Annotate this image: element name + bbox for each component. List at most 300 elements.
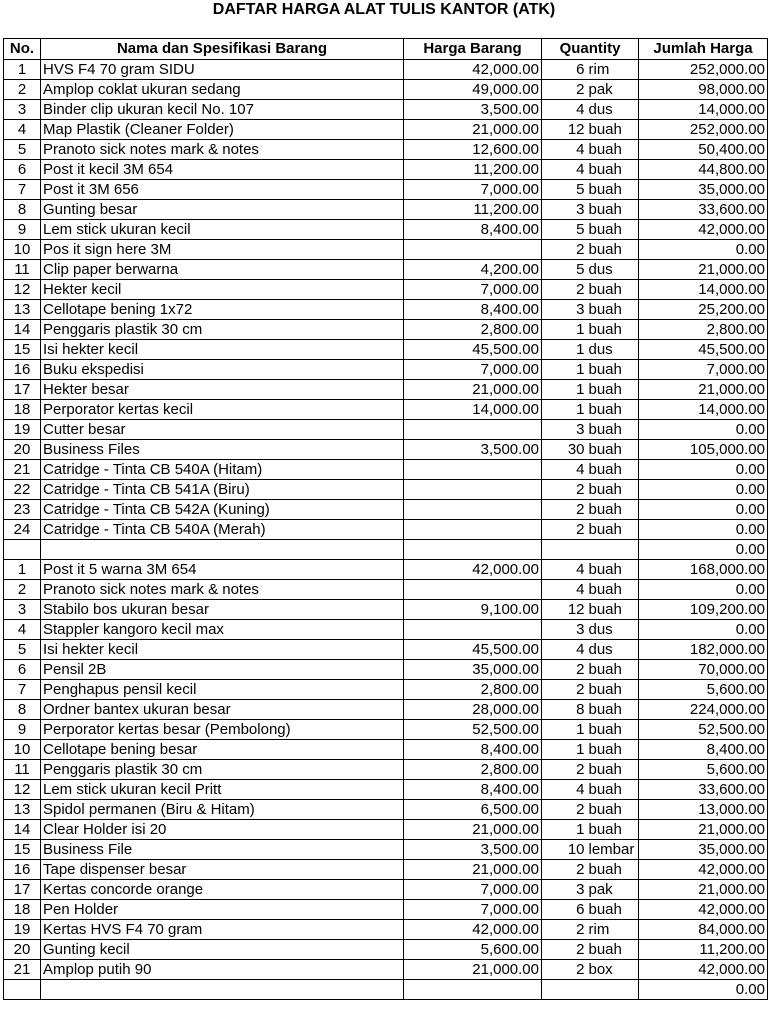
cell-no xyxy=(4,540,41,560)
table-row xyxy=(4,640,768,660)
table-row xyxy=(4,780,768,800)
cell-qty: 4 xyxy=(542,580,587,600)
cell-price: 8,400.00 xyxy=(404,300,542,320)
cell-qty: 2 xyxy=(542,80,587,100)
cell-total: 182,000.00 xyxy=(639,640,768,660)
cell-unit: buah xyxy=(587,360,639,380)
table-row xyxy=(4,460,768,480)
cell-total: 42,000.00 xyxy=(639,900,768,920)
cell-unit: buah xyxy=(587,680,639,700)
cell-no: 15 xyxy=(4,340,41,360)
table-row xyxy=(4,440,768,460)
cell-unit: buah xyxy=(587,560,639,580)
cell-no: 18 xyxy=(4,900,41,920)
cell-no: 10 xyxy=(4,240,41,260)
cell-total: 33,600.00 xyxy=(639,780,768,800)
cell-name: Kertas concorde orange xyxy=(41,880,404,900)
cell-no: 11 xyxy=(4,260,41,280)
cell-price: 11,200.00 xyxy=(404,160,542,180)
cell-qty: 2 xyxy=(542,940,587,960)
cell-price: 42,000.00 xyxy=(404,920,542,940)
cell-unit: buah xyxy=(587,220,639,240)
cell-price: 45,500.00 xyxy=(404,640,542,660)
table-row xyxy=(4,300,768,320)
cell-no: 1 xyxy=(4,560,41,580)
cell-total: 5,600.00 xyxy=(639,760,768,780)
cell-unit xyxy=(587,980,639,1000)
cell-price xyxy=(404,460,542,480)
cell-unit: rim xyxy=(587,920,639,940)
cell-total: 7,000.00 xyxy=(639,360,768,380)
cell-qty: 3 xyxy=(542,880,587,900)
cell-qty: 2 xyxy=(542,800,587,820)
cell-total: 0.00 xyxy=(639,580,768,600)
cell-qty: 4 xyxy=(542,140,587,160)
cell-unit: buah xyxy=(587,720,639,740)
cell-total: 8,400.00 xyxy=(639,740,768,760)
cell-unit: dus xyxy=(587,640,639,660)
cell-name: Clip paper berwarna xyxy=(41,260,404,280)
cell-name: Tape dispenser besar xyxy=(41,860,404,880)
cell-total: 45,500.00 xyxy=(639,340,768,360)
cell-price: 7,000.00 xyxy=(404,900,542,920)
cell-no: 3 xyxy=(4,100,41,120)
table-row xyxy=(4,800,768,820)
table-row xyxy=(4,620,768,640)
cell-name: Hekter besar xyxy=(41,380,404,400)
cell-unit: buah xyxy=(587,240,639,260)
cell-name: Map Plastik (Cleaner Folder) xyxy=(41,120,404,140)
cell-qty: 2 xyxy=(542,500,587,520)
cell-name: Pranoto sick notes mark & notes xyxy=(41,140,404,160)
cell-no: 21 xyxy=(4,460,41,480)
table-row xyxy=(4,480,768,500)
table-row xyxy=(4,680,768,700)
cell-no: 7 xyxy=(4,180,41,200)
cell-no: 6 xyxy=(4,660,41,680)
cell-price: 2,800.00 xyxy=(404,320,542,340)
cell-name: Binder clip ukuran kecil No. 107 xyxy=(41,100,404,120)
cell-qty: 3 xyxy=(542,200,587,220)
cell-no: 19 xyxy=(4,920,41,940)
cell-name: Pranoto sick notes mark & notes xyxy=(41,580,404,600)
table-row xyxy=(4,420,768,440)
cell-name: Lem stick ukuran kecil xyxy=(41,220,404,240)
table-row xyxy=(4,720,768,740)
cell-unit: buah xyxy=(587,180,639,200)
table-row xyxy=(4,340,768,360)
cell-unit xyxy=(587,540,639,560)
cell-name: Amplop putih 90 xyxy=(41,960,404,980)
table-row xyxy=(4,560,768,580)
cell-total: 42,000.00 xyxy=(639,220,768,240)
cell-price: 2,800.00 xyxy=(404,680,542,700)
header-row xyxy=(4,39,768,60)
cell-total: 13,000.00 xyxy=(639,800,768,820)
cell-name: Post it 3M 656 xyxy=(41,180,404,200)
table-row xyxy=(4,260,768,280)
cell-qty: 4 xyxy=(542,160,587,180)
cell-qty: 1 xyxy=(542,820,587,840)
cell-name: Ordner bantex ukuran besar xyxy=(41,700,404,720)
cell-qty: 1 xyxy=(542,720,587,740)
cell-qty: 2 xyxy=(542,760,587,780)
table-row xyxy=(4,820,768,840)
cell-no: 18 xyxy=(4,400,41,420)
cell-no: 4 xyxy=(4,620,41,640)
table-row xyxy=(4,960,768,980)
table-row xyxy=(4,120,768,140)
cell-qty: 4 xyxy=(542,560,587,580)
table-row xyxy=(4,180,768,200)
cell-unit: buah xyxy=(587,200,639,220)
cell-qty: 30 xyxy=(542,440,587,460)
cell-qty: 1 xyxy=(542,380,587,400)
cell-no: 16 xyxy=(4,360,41,380)
cell-qty: 2 xyxy=(542,240,587,260)
cell-price: 3,500.00 xyxy=(404,840,542,860)
cell-total: 0.00 xyxy=(639,540,768,560)
cell-no: 16 xyxy=(4,860,41,880)
cell-no: 20 xyxy=(4,940,41,960)
cell-qty: 2 xyxy=(542,920,587,940)
table-row xyxy=(4,520,768,540)
cell-price: 28,000.00 xyxy=(404,700,542,720)
cell-unit: buah xyxy=(587,120,639,140)
cell-qty: 1 xyxy=(542,740,587,760)
table-row xyxy=(4,360,768,380)
cell-no: 13 xyxy=(4,300,41,320)
table-row xyxy=(4,200,768,220)
cell-no: 23 xyxy=(4,500,41,520)
cell-price: 7,000.00 xyxy=(404,360,542,380)
table-row xyxy=(4,140,768,160)
cell-qty: 2 xyxy=(542,480,587,500)
cell-qty xyxy=(542,980,587,1000)
table-row xyxy=(4,60,768,80)
cell-qty xyxy=(542,540,587,560)
cell-price: 49,000.00 xyxy=(404,80,542,100)
cell-unit: buah xyxy=(587,460,639,480)
cell-price: 35,000.00 xyxy=(404,660,542,680)
cell-total: 224,000.00 xyxy=(639,700,768,720)
cell-no: 1 xyxy=(4,60,41,80)
cell-unit: dus xyxy=(587,620,639,640)
cell-name: Pen Holder xyxy=(41,900,404,920)
cell-name: Spidol permanen (Biru & Hitam) xyxy=(41,800,404,820)
cell-name: Catridge - Tinta CB 542A (Kuning) xyxy=(41,500,404,520)
cell-no: 14 xyxy=(4,320,41,340)
cell-unit: rim xyxy=(587,60,639,80)
cell-qty: 4 xyxy=(542,460,587,480)
cell-total: 25,200.00 xyxy=(639,300,768,320)
cell-no: 24 xyxy=(4,520,41,540)
cell-price: 45,500.00 xyxy=(404,340,542,360)
cell-total: 98,000.00 xyxy=(639,80,768,100)
cell-no: 21 xyxy=(4,960,41,980)
price-list-table xyxy=(3,38,768,1000)
table-row xyxy=(4,580,768,600)
cell-no: 22 xyxy=(4,480,41,500)
cell-qty: 12 xyxy=(542,120,587,140)
cell-qty: 1 xyxy=(542,340,587,360)
cell-price xyxy=(404,480,542,500)
cell-qty: 1 xyxy=(542,320,587,340)
cell-unit: buah xyxy=(587,420,639,440)
cell-name xyxy=(41,980,404,1000)
cell-total: 84,000.00 xyxy=(639,920,768,940)
cell-name: Penggaris plastik 30 cm xyxy=(41,320,404,340)
cell-price xyxy=(404,980,542,1000)
cell-price: 21,000.00 xyxy=(404,380,542,400)
cell-total: 252,000.00 xyxy=(639,60,768,80)
cell-price: 7,000.00 xyxy=(404,280,542,300)
header-price: Harga Barang xyxy=(404,39,542,60)
cell-total: 14,000.00 xyxy=(639,280,768,300)
table-row xyxy=(4,280,768,300)
cell-price: 8,400.00 xyxy=(404,220,542,240)
cell-price: 21,000.00 xyxy=(404,120,542,140)
cell-price xyxy=(404,540,542,560)
cell-unit: box xyxy=(587,960,639,980)
cell-total: 35,000.00 xyxy=(639,840,768,860)
cell-name: Gunting kecil xyxy=(41,940,404,960)
cell-no: 13 xyxy=(4,800,41,820)
cell-price: 3,500.00 xyxy=(404,440,542,460)
cell-no: 8 xyxy=(4,700,41,720)
cell-no: 5 xyxy=(4,640,41,660)
table-row xyxy=(4,660,768,680)
cell-name: Catridge - Tinta CB 540A (Hitam) xyxy=(41,460,404,480)
cell-total: 105,000.00 xyxy=(639,440,768,460)
cell-unit: buah xyxy=(587,520,639,540)
cell-name: Post it kecil 3M 654 xyxy=(41,160,404,180)
cell-name: Perporator kertas kecil xyxy=(41,400,404,420)
cell-qty: 10 xyxy=(542,840,587,860)
cell-no: 4 xyxy=(4,120,41,140)
cell-unit: buah xyxy=(587,580,639,600)
cell-price xyxy=(404,620,542,640)
cell-unit: buah xyxy=(587,860,639,880)
cell-no: 5 xyxy=(4,140,41,160)
cell-unit: buah xyxy=(587,280,639,300)
cell-qty: 5 xyxy=(542,260,587,280)
cell-no: 14 xyxy=(4,820,41,840)
cell-price: 4,200.00 xyxy=(404,260,542,280)
cell-no: 2 xyxy=(4,80,41,100)
cell-price xyxy=(404,580,542,600)
cell-unit: buah xyxy=(587,160,639,180)
cell-price xyxy=(404,420,542,440)
cell-total: 109,200.00 xyxy=(639,600,768,620)
cell-no: 6 xyxy=(4,160,41,180)
cell-name: Catridge - Tinta CB 541A (Biru) xyxy=(41,480,404,500)
cell-qty: 2 xyxy=(542,660,587,680)
cell-unit: buah xyxy=(587,940,639,960)
cell-no: 12 xyxy=(4,780,41,800)
cell-name: Lem stick ukuran kecil Pritt xyxy=(41,780,404,800)
cell-total: 0.00 xyxy=(639,480,768,500)
cell-name: Business Files xyxy=(41,440,404,460)
cell-name: Hekter kecil xyxy=(41,280,404,300)
cell-no: 20 xyxy=(4,440,41,460)
table-row xyxy=(4,740,768,760)
cell-name: Gunting besar xyxy=(41,200,404,220)
cell-total: 33,600.00 xyxy=(639,200,768,220)
cell-qty: 6 xyxy=(542,900,587,920)
cell-no: 9 xyxy=(4,220,41,240)
table-row xyxy=(4,400,768,420)
cell-price: 52,500.00 xyxy=(404,720,542,740)
cell-no: 3 xyxy=(4,600,41,620)
cell-qty: 12 xyxy=(542,600,587,620)
cell-qty: 5 xyxy=(542,180,587,200)
table-row xyxy=(4,980,768,1000)
cell-total: 14,000.00 xyxy=(639,100,768,120)
table-row xyxy=(4,940,768,960)
cell-qty: 3 xyxy=(542,420,587,440)
cell-price: 5,600.00 xyxy=(404,940,542,960)
cell-unit: dus xyxy=(587,340,639,360)
cell-qty: 3 xyxy=(542,300,587,320)
cell-unit: buah xyxy=(587,800,639,820)
cell-price: 6,500.00 xyxy=(404,800,542,820)
cell-price: 2,800.00 xyxy=(404,760,542,780)
cell-unit: buah xyxy=(587,820,639,840)
cell-price: 21,000.00 xyxy=(404,860,542,880)
table-row xyxy=(4,600,768,620)
cell-no: 10 xyxy=(4,740,41,760)
cell-unit: buah xyxy=(587,700,639,720)
cell-name xyxy=(41,540,404,560)
cell-unit: lembar xyxy=(587,840,639,860)
table-row xyxy=(4,500,768,520)
cell-total: 0.00 xyxy=(639,520,768,540)
table-row xyxy=(4,160,768,180)
cell-total: 0.00 xyxy=(639,980,768,1000)
cell-unit: buah xyxy=(587,500,639,520)
cell-price: 9,100.00 xyxy=(404,600,542,620)
cell-total: 52,500.00 xyxy=(639,720,768,740)
cell-no: 8 xyxy=(4,200,41,220)
cell-total: 0.00 xyxy=(639,420,768,440)
cell-total: 50,400.00 xyxy=(639,140,768,160)
cell-name: Isi hekter kecil xyxy=(41,340,404,360)
header-no: No. xyxy=(4,39,41,60)
table-row xyxy=(4,540,768,560)
cell-no: 17 xyxy=(4,880,41,900)
cell-no: 17 xyxy=(4,380,41,400)
cell-total: 14,000.00 xyxy=(639,400,768,420)
cell-no: 12 xyxy=(4,280,41,300)
cell-unit: buah xyxy=(587,760,639,780)
cell-name: Amplop coklat ukuran sedang xyxy=(41,80,404,100)
cell-total: 21,000.00 xyxy=(639,880,768,900)
cell-total: 11,200.00 xyxy=(639,940,768,960)
cell-price xyxy=(404,240,542,260)
cell-total: 42,000.00 xyxy=(639,860,768,880)
cell-qty: 6 xyxy=(542,60,587,80)
cell-total: 0.00 xyxy=(639,460,768,480)
cell-qty: 3 xyxy=(542,620,587,640)
cell-total: 21,000.00 xyxy=(639,260,768,280)
cell-price: 12,600.00 xyxy=(404,140,542,160)
cell-total: 252,000.00 xyxy=(639,120,768,140)
cell-name: Post it 5 warna 3M 654 xyxy=(41,560,404,580)
table-row xyxy=(4,80,768,100)
cell-total: 35,000.00 xyxy=(639,180,768,200)
cell-total: 0.00 xyxy=(639,500,768,520)
cell-name: Penggaris plastik 30 cm xyxy=(41,760,404,780)
cell-unit: buah xyxy=(587,320,639,340)
cell-total: 2,800.00 xyxy=(639,320,768,340)
cell-price: 14,000.00 xyxy=(404,400,542,420)
cell-total: 70,000.00 xyxy=(639,660,768,680)
cell-unit: buah xyxy=(587,480,639,500)
cell-qty: 1 xyxy=(542,360,587,380)
cell-unit: buah xyxy=(587,780,639,800)
cell-no: 2 xyxy=(4,580,41,600)
header-total: Jumlah Harga xyxy=(639,39,768,60)
cell-no: 9 xyxy=(4,720,41,740)
cell-qty: 4 xyxy=(542,780,587,800)
cell-unit: buah xyxy=(587,740,639,760)
cell-total: 21,000.00 xyxy=(639,820,768,840)
cell-qty: 2 xyxy=(542,280,587,300)
cell-qty: 8 xyxy=(542,700,587,720)
cell-total: 0.00 xyxy=(639,620,768,640)
cell-name: Business File xyxy=(41,840,404,860)
table-row xyxy=(4,380,768,400)
table-row xyxy=(4,320,768,340)
cell-qty: 4 xyxy=(542,100,587,120)
cell-name: Stappler kangoro kecil max xyxy=(41,620,404,640)
cell-name: Stabilo bos ukuran besar xyxy=(41,600,404,620)
table-body xyxy=(4,60,768,1000)
cell-price xyxy=(404,500,542,520)
cell-name: Cutter besar xyxy=(41,420,404,440)
cell-price: 42,000.00 xyxy=(404,60,542,80)
cell-name: Isi hekter kecil xyxy=(41,640,404,660)
table-row xyxy=(4,240,768,260)
cell-no: 19 xyxy=(4,420,41,440)
table-row xyxy=(4,860,768,880)
cell-total: 0.00 xyxy=(639,240,768,260)
cell-unit: dus xyxy=(587,260,639,280)
cell-total: 168,000.00 xyxy=(639,560,768,580)
cell-name: Buku ekspedisi xyxy=(41,360,404,380)
cell-unit: pak xyxy=(587,80,639,100)
cell-price: 7,000.00 xyxy=(404,880,542,900)
cell-qty: 2 xyxy=(542,680,587,700)
table-row xyxy=(4,700,768,720)
cell-price xyxy=(404,520,542,540)
cell-unit: buah xyxy=(587,660,639,680)
cell-price: 3,500.00 xyxy=(404,100,542,120)
cell-unit: pak xyxy=(587,880,639,900)
table-row xyxy=(4,220,768,240)
cell-no xyxy=(4,980,41,1000)
cell-qty: 2 xyxy=(542,520,587,540)
cell-name: Clear Holder isi 20 xyxy=(41,820,404,840)
cell-price: 8,400.00 xyxy=(404,780,542,800)
cell-no: 7 xyxy=(4,680,41,700)
cell-price: 8,400.00 xyxy=(404,740,542,760)
page-title: DAFTAR HARGA ALAT TULIS KANTOR (ATK) xyxy=(212,1,556,18)
cell-price: 21,000.00 xyxy=(404,820,542,840)
header-quantity: Quantity xyxy=(542,39,639,60)
table-row xyxy=(4,100,768,120)
